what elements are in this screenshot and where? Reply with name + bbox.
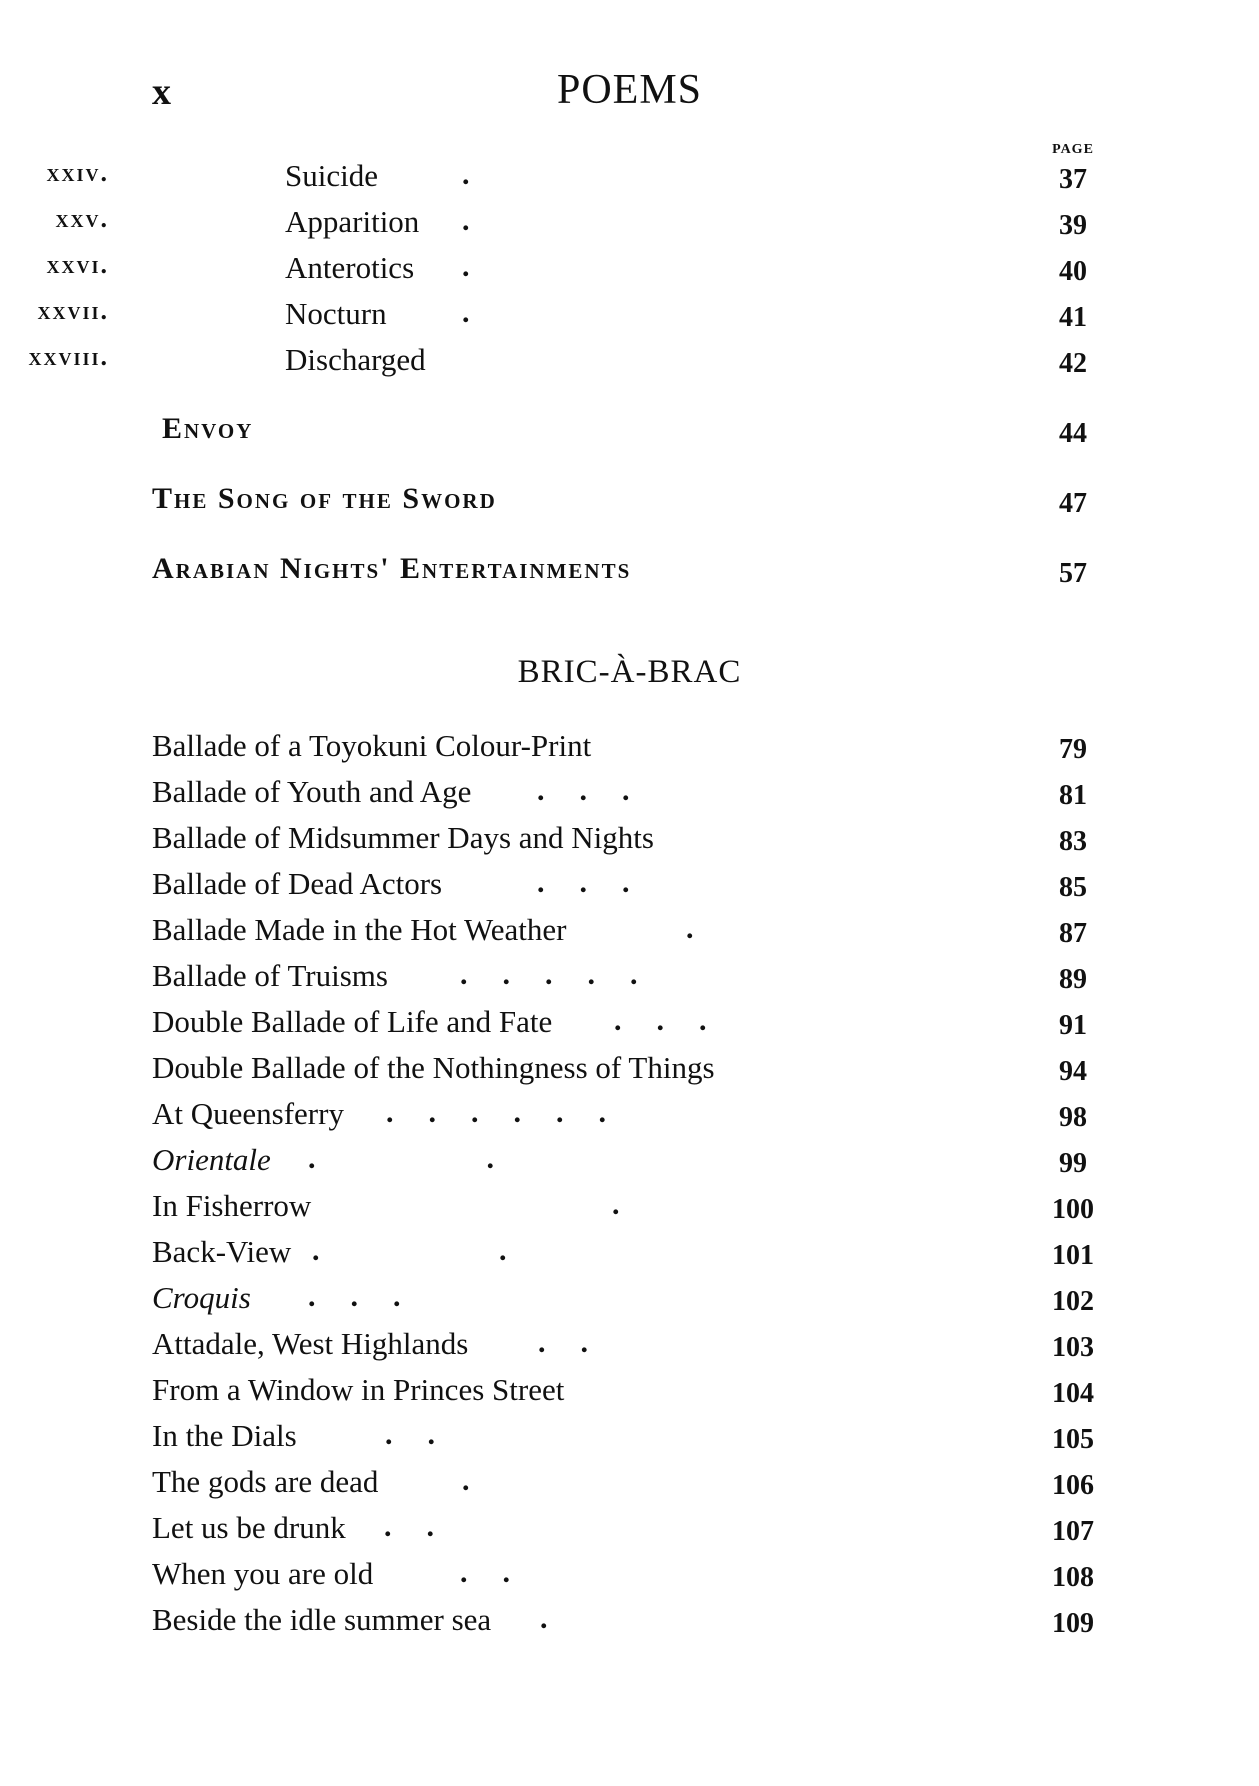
entry-leader-dots: . [462,204,471,237]
entry-page: 83 [1059,826,1087,857]
entry-leader-dots: . [540,1602,549,1635]
entry-page: 91 [1059,1010,1087,1041]
entry-page: 107 [1052,1516,1094,1547]
entry-numeral: xxvii. [37,296,109,325]
toc-entry [0,1280,1259,1320]
entry-leader-dots: . [462,250,471,283]
entry-page: 102 [1052,1286,1094,1317]
entry-title: Double Ballade of the Nothingness of Things [152,1050,715,1085]
entry-page: 94 [1059,1056,1087,1087]
entry-title: Ballade Made in the Hot Weather [152,912,567,947]
entry-page: 101 [1052,1240,1094,1271]
toc-entry [0,820,1259,860]
entry-page: 108 [1052,1562,1094,1593]
toc-entry [0,1372,1259,1412]
toc-entry [0,866,1259,906]
entry-leader-dots: . . [308,1142,495,1175]
entry-page: 37 [1059,164,1087,195]
entry-title: Let us be drunk [152,1510,346,1545]
entry-page: 99 [1059,1148,1087,1179]
entry-title: Ballade of Dead Actors [152,866,443,901]
entry-title: In Fisherrow [152,1188,312,1223]
entry-leader-dots: . . . [537,866,631,899]
toc-entry [0,1510,1259,1550]
toc-entry [0,1602,1259,1642]
toc-entry [0,204,1259,244]
entry-title: Nocturn [285,296,387,331]
entry-title: Ballade of Youth and Age [152,774,472,809]
entry-leader-dots: . . [538,1326,589,1359]
entry-title: Beside the idle summer sea [152,1602,492,1637]
entry-title: Ballade of Midsummer Days and Nights [152,820,654,855]
toc-entry [0,342,1259,382]
entry-title: The gods are dead [152,1464,379,1499]
toc-entry [0,1556,1259,1596]
entry-page: 47 [1059,488,1087,519]
toc-entry [0,1188,1259,1228]
entry-page: 109 [1052,1608,1094,1639]
entry-page: 87 [1059,918,1087,949]
toc-entry [0,958,1259,998]
toc-entry [0,1004,1259,1044]
entry-leader-dots: . . . . . [460,958,639,991]
entry-title: Suicide [285,158,378,193]
entry-title: Orientale [152,1142,271,1177]
entry-leader-dots: . . [460,1556,511,1589]
running-title: POEMS [556,67,703,113]
entry-title: Attadale, West Highlands [152,1326,469,1361]
page-column-label: PAGE [1052,142,1094,157]
entry-title: Envoy [162,412,254,445]
entry-page: 44 [1059,418,1087,449]
section-heading: BRIC-À-BRAC [517,654,742,690]
entry-title: Croquis [152,1280,251,1315]
entry-leader-dots: . [462,158,471,191]
entry-title: Discharged [285,342,426,377]
toc-entry [0,250,1259,290]
toc-entry [0,1096,1259,1136]
entry-title: Arabian Nights' Entertainments [152,552,632,585]
entry-page: 106 [1052,1470,1094,1501]
page-number: x [152,71,171,113]
entry-leader-dots: . [462,296,471,329]
toc-entry [0,774,1259,814]
entry-page: 57 [1059,558,1087,589]
entry-leader-dots: . . [385,1418,436,1451]
entry-leader-dots: . . [312,1234,508,1267]
entry-title: Back-View [152,1234,292,1269]
entry-page: 100 [1052,1194,1094,1225]
entry-page: 40 [1059,256,1087,287]
entry-page: 39 [1059,210,1087,241]
entry-leader-dots: . . . [537,774,631,807]
entry-page: 103 [1052,1332,1094,1363]
toc-entry [0,296,1259,336]
entry-title: Anterotics [285,250,415,285]
entry-page: 42 [1059,348,1087,379]
entry-leader-dots: . [686,912,695,945]
entry-title: When you are old [152,1556,374,1591]
entry-numeral: xxiv. [46,158,109,187]
toc-entry [0,912,1259,952]
toc-entry [0,1464,1259,1504]
toc-entry [0,728,1259,768]
entry-title: Ballade of a Toyokuni Colour-Print [152,728,592,763]
entry-numeral: xxvi. [46,250,109,279]
entry-leader-dots: . . . [308,1280,402,1313]
entry-leader-dots: . . . [614,1004,708,1037]
toc-entry [0,1234,1259,1274]
toc-entry [0,412,1259,452]
entry-leader-dots: . [612,1188,621,1221]
toc-entry [0,1142,1259,1182]
entry-page: 98 [1059,1102,1087,1133]
entry-page: 81 [1059,780,1087,811]
entry-leader-dots: . [462,1464,471,1497]
entry-page: 89 [1059,964,1087,995]
toc-entry [0,1326,1259,1366]
entry-page: 85 [1059,872,1087,903]
toc-entry [0,1050,1259,1090]
toc-entry [0,158,1259,198]
toc-entry [0,1418,1259,1458]
entry-page: 41 [1059,302,1087,333]
entry-leader-dots: . . . . . . [386,1096,607,1129]
entry-page: 79 [1059,734,1087,765]
entry-title: From a Window in Princes Street [152,1372,565,1407]
entry-title: Double Ballade of Life and Fate [152,1004,553,1039]
toc-entry [0,552,1259,592]
entry-title: Ballade of Truisms [152,958,388,993]
entry-title: Apparition [285,204,420,239]
entry-page: 105 [1052,1424,1094,1455]
entry-leader-dots: . . [384,1510,435,1543]
entry-title: The Song of the Sword [152,482,497,515]
entry-numeral: xxviii. [28,342,109,371]
entry-numeral: xxv. [55,204,109,233]
toc-entry [0,482,1259,522]
entry-page: 104 [1052,1378,1094,1409]
entry-title: In the Dials [152,1418,297,1453]
entry-title: At Queensferry [152,1096,344,1131]
